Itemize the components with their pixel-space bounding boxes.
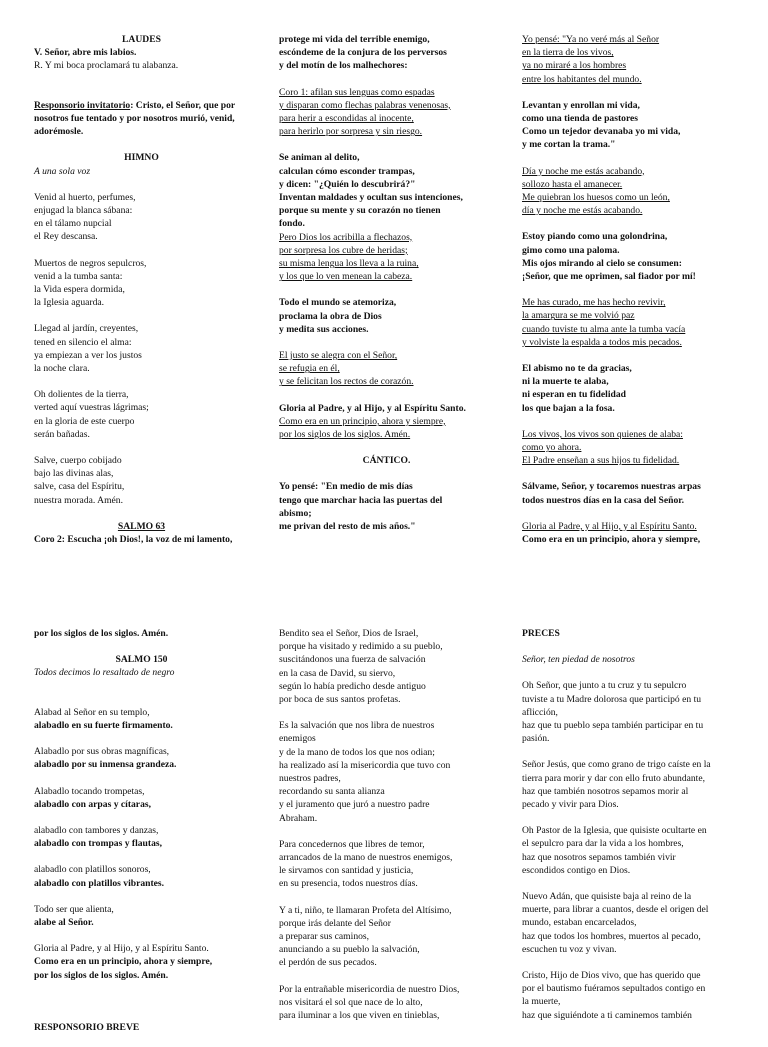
text-line: R. Y mi boca proclamará tu alabanza. xyxy=(34,60,179,72)
text-line: el sepulcro para dar la vida a los hombres, xyxy=(522,838,684,850)
text-line: alabadlo con arpas y cítaras, xyxy=(34,798,151,810)
text-line: porque su mente y su corazón no tienen xyxy=(279,205,441,217)
text-block xyxy=(279,983,494,1023)
text-line: porque irás delante del Señor xyxy=(279,917,391,929)
text-block xyxy=(522,296,737,349)
text-line: SALMO 63 xyxy=(117,520,166,532)
text-line: y se felicitan los rectos de corazón. xyxy=(279,376,414,388)
text-line: Salve, cuerpo cobijado xyxy=(34,455,122,467)
text-line: y me cortan la trama." xyxy=(522,139,616,151)
text-line: Como era en un principio, ahora y siempre, xyxy=(522,534,701,546)
text-line: El abismo no te da gracias, xyxy=(522,363,632,375)
text-line: escóndeme de la conjura de los perversos xyxy=(279,47,447,59)
text-line: la noche clara. xyxy=(34,363,90,375)
text-line: a preparar sus caminos, xyxy=(279,931,370,943)
text-line: su misma lengua los lleva a la ruina, xyxy=(279,258,419,270)
text-block xyxy=(522,679,737,745)
text-line: cuando tuviste tu alma ante la tumba vacía xyxy=(522,323,686,335)
text-block xyxy=(34,1021,249,1034)
text-block xyxy=(522,969,737,1022)
text-block xyxy=(522,824,737,877)
text-line: ni esperan en tu fidelidad xyxy=(522,389,626,401)
text-line: Oh Pastor de la Iglesia, que quisiste ocultarte en xyxy=(522,825,707,837)
text-line: para iluminar a los que viven en tinieblas, xyxy=(279,1010,440,1022)
text-line: salve, casa del Espíritu, xyxy=(34,481,125,493)
text-line: por boca de sus santos profetas. xyxy=(279,694,401,706)
column-1 xyxy=(34,33,249,546)
text-line: día y noche me estás acabando. xyxy=(522,205,643,217)
text-line: el perdón de sus pecados. xyxy=(279,957,377,969)
text-line: Gloria al Padre, y al Hijo, y al Espíritu Santo. xyxy=(522,520,697,532)
text-line: por el bautismo fuéramos sepultados contigo en xyxy=(522,983,706,995)
text-line: anunciando a su pueblo la salvación, xyxy=(279,944,420,956)
text-line: Como era en un principio, ahora y siempre, xyxy=(34,956,213,968)
text-line: Llegad al jardín, creyentes, xyxy=(34,323,139,335)
text-line: en la tierra de los vivos, xyxy=(522,47,614,59)
text-block xyxy=(34,73,249,86)
text-line: ni la muerte te alaba, xyxy=(522,376,609,388)
text-line: haz que también nosotros sepamos morir al xyxy=(522,785,689,797)
text-line: serán bañadas. xyxy=(34,428,90,440)
text-block xyxy=(522,758,737,811)
text-line: Como era en un principio, ahora y siempre, xyxy=(279,415,446,427)
text-line: Venid al huerto, perfumes, xyxy=(34,191,136,203)
text-line: Cristo, Hijo de Dios vivo, que has querido que xyxy=(522,970,701,982)
text-line: Alabadlo tocando trompetas, xyxy=(34,785,145,797)
text-line: Como un tejedor devanaba yo mi vida, xyxy=(522,126,681,138)
text-line: Alabadlo por sus obras magníficas, xyxy=(34,746,170,758)
text-line: Oh Señor, que junto a tu cruz y tu sepulcro xyxy=(522,680,687,692)
text-line: A una sola voz xyxy=(34,165,91,177)
text-block xyxy=(279,838,494,891)
text-line: y de la mano de todos los que nos odian; xyxy=(279,746,435,758)
text-block xyxy=(34,785,249,811)
text-line: fondo. xyxy=(279,218,305,230)
text-line: como una tienda de pastores xyxy=(522,113,639,125)
text-line: CÁNTICO. xyxy=(362,455,411,467)
text-line: Mis ojos mirando al cielo se consumen: xyxy=(522,257,682,269)
text-block xyxy=(34,257,249,310)
text-line: Por la entrañable misericordia de nuestro Dios, xyxy=(279,983,460,995)
text-line: Levantan y enrollan mi vida, xyxy=(522,99,640,111)
text-block xyxy=(34,863,249,889)
text-line: Nuevo Adán, que quisiste baja al reino de la xyxy=(522,891,692,903)
text-block xyxy=(522,33,737,86)
text-block xyxy=(34,520,249,546)
text-line: V. Señor, abre mis labios. xyxy=(34,47,137,59)
text-block xyxy=(522,627,737,640)
text-line: Todo el mundo se atemoriza, xyxy=(279,297,397,309)
text-line: haz que nosotros sepamos también vivir xyxy=(522,851,676,863)
text-block xyxy=(279,349,494,389)
text-line: y medita sus acciones. xyxy=(279,323,369,335)
text-line: tengo que marchar hacia las puertas del xyxy=(279,494,443,506)
column-3 xyxy=(522,33,737,559)
text-block xyxy=(522,165,737,218)
text-line: en la gloria de este cuerpo xyxy=(34,415,135,427)
text-block xyxy=(34,454,249,507)
text-line: por sorpresa los cubre de heridas; xyxy=(279,244,408,256)
text-block xyxy=(522,890,737,956)
text-line: suscitándonos una fuerza de salvación xyxy=(279,654,426,666)
text-line: Bendito sea el Señor, Dios de Israel, xyxy=(279,628,419,639)
text-line: Todo ser que alienta, xyxy=(34,903,114,915)
column-5 xyxy=(279,627,494,1035)
column-6 xyxy=(522,627,737,1035)
text-line: recordando su santa alianza xyxy=(279,786,385,798)
text-line: ¡Señor, que me oprimen, sal fiador por mí! xyxy=(522,271,696,283)
text-line: Me quiebran los huesos como un león, xyxy=(522,192,670,204)
text-line: como yo ahora. xyxy=(522,442,582,454)
text-line: todos nuestros días en la casa del Señor. xyxy=(522,494,685,506)
text-line: proclama la obra de Dios xyxy=(279,310,382,322)
text-block xyxy=(522,480,737,506)
text-line: Señor, ten piedad de nosotros xyxy=(522,654,635,666)
text-block xyxy=(34,824,249,850)
text-line: nuestros padres, xyxy=(279,773,341,785)
text-line: Alabad al Señor en su templo, xyxy=(34,706,150,718)
text-block xyxy=(279,33,494,73)
text-line xyxy=(34,680,249,693)
text-line: en su presencia, todos nuestros días. xyxy=(279,878,418,890)
text-line: y disparan como flechas palabras venenosas, xyxy=(279,99,451,111)
text-block xyxy=(279,904,494,970)
text-line: Los vivos, los vivos son quienes de alaba: xyxy=(522,428,683,440)
text-line: se refugia en él, xyxy=(279,363,340,375)
text-line: la Iglesia aguarda. xyxy=(34,297,105,309)
text-block xyxy=(279,719,494,825)
text-line: tened en silencio el alma: xyxy=(34,336,132,348)
text-line xyxy=(34,995,249,1008)
text-line: RESPONSORIO BREVE xyxy=(34,1022,140,1034)
text-line: Coro 2: Escucha ¡oh Dios!, la voz de mi lamento, xyxy=(34,534,233,546)
text-line: el Rey descansa. xyxy=(34,231,98,243)
text-line: entre los habitantes del mundo. xyxy=(522,73,642,85)
text-line: escuchen tu voz y vivan. xyxy=(522,943,617,955)
text-block xyxy=(522,230,737,283)
text-line: los que bajan a la fosa. xyxy=(522,402,615,414)
text-line: para herir a escondidas al inocente, xyxy=(279,113,414,125)
text-line: haz que tu pueblo sepa también participar en tu xyxy=(522,720,704,732)
text-line: Gloria al Padre, y al Hijo, y al Espíritu Santo. xyxy=(279,402,466,414)
text-line: calculan cómo esconder trampas, xyxy=(279,165,415,177)
text-line: haz que todos los hombres, muertos al pecado, xyxy=(522,930,701,942)
text-line: Y a ti, niño, te llamaran Profeta del Altísimo, xyxy=(279,904,452,916)
text-block xyxy=(279,86,494,139)
text-block xyxy=(34,99,249,139)
text-line: gimo como una paloma. xyxy=(522,244,620,256)
text-block xyxy=(34,322,249,375)
text-line: alabadlo con platillos vibrantes. xyxy=(34,877,165,889)
text-line: Me has curado, me has hecho revivir, xyxy=(522,297,666,309)
text-line: ha realizado así la misericordia que tuvo con xyxy=(279,759,451,771)
text-line: para herirlo por sorpresa y sin riesgo. xyxy=(279,126,423,138)
text-block xyxy=(34,151,249,177)
text-line: haz que siguiéndote a ti caminemos también xyxy=(522,1009,692,1021)
text-line: aflicción, xyxy=(522,706,558,718)
text-line: Inventan maldades y ocultan sus intenciones, xyxy=(279,192,463,204)
text-line: alabadlo en su fuerte firmamento. xyxy=(34,720,173,732)
text-line: le sirvamos con santidad y justicia, xyxy=(279,865,414,877)
text-block xyxy=(522,362,737,415)
text-line: nuestra morada. Amén. xyxy=(34,494,123,506)
column-4 xyxy=(34,627,249,1047)
text-block xyxy=(522,428,737,468)
text-block xyxy=(34,33,249,73)
text-line: pecado y vivir para Dios. xyxy=(522,799,619,811)
text-line: y los que lo ven menean la cabeza. xyxy=(279,271,413,283)
text-block xyxy=(34,745,249,771)
text-line: escondidos contigo en Dios. xyxy=(522,864,631,876)
text-block xyxy=(34,995,249,1008)
text-line: arrancados de la mano de nuestros enemigos, xyxy=(279,852,453,864)
text-block xyxy=(279,151,494,283)
text-line: El Padre enseñan a sus hijos tu fidelidad. xyxy=(522,455,680,467)
text-line: porque ha visitado y redimido a su pueblo, xyxy=(279,641,443,653)
text-line: por los siglos de los siglos. Amén. xyxy=(279,429,411,441)
text-line: mundo, estaban encarcelados, xyxy=(522,917,637,929)
text-block xyxy=(522,99,737,152)
text-line: Oh dolientes de la tierra, xyxy=(34,389,129,401)
text-line: Para concedernos que libres de temor, xyxy=(279,838,425,850)
text-line: la muerte, xyxy=(522,996,561,1008)
text-block xyxy=(279,480,494,533)
text-line: en la casa de David, su siervo, xyxy=(279,667,396,679)
text-line: Se animan al delito, xyxy=(279,152,360,164)
text-line: protege mi vida del terrible enemigo, xyxy=(279,34,430,45)
text-block xyxy=(522,653,737,666)
text-line: verted aquí vuestras lágrimas; xyxy=(34,402,149,414)
text-line: nos visitará el sol que nace de lo alto, xyxy=(279,996,423,1008)
text-line: por los siglos de los siglos. Amén. xyxy=(34,628,169,639)
text-line: Muertos de negros sepulcros, xyxy=(34,257,147,269)
text-line: y volviste la espalda a todos mis pecados. xyxy=(522,336,682,348)
text-block xyxy=(34,903,249,929)
text-line: Estoy piando como una golondrina, xyxy=(522,231,668,243)
text-line: Día y noche me estás acabando, xyxy=(522,165,645,177)
text-block xyxy=(279,402,494,442)
text-block xyxy=(34,706,249,732)
text-block xyxy=(34,627,249,640)
text-line: Gloria al Padre, y al Hijo, y al Espíritu Santo. xyxy=(34,943,209,955)
text-line: enemigos xyxy=(279,733,316,745)
text-line: alabadlo con tambores y danzas, xyxy=(34,825,159,837)
text-line: pasión. xyxy=(522,733,550,745)
column-2 xyxy=(279,33,494,546)
text-line: Pero Dios los acribilla a flechazos, xyxy=(279,231,413,243)
text-line: bajo las divinas alas, xyxy=(34,468,114,480)
text-line: tierra para morir y dar con ello fruto abundante, xyxy=(522,772,706,784)
text-line: enjugad la blanca sábana: xyxy=(34,205,133,217)
text-line: sollozo hasta el amanecer. xyxy=(522,178,623,190)
text-block xyxy=(34,680,249,693)
text-line: alabadlo por su inmensa grandeza. xyxy=(34,759,177,771)
text-block xyxy=(34,653,249,679)
text-block xyxy=(279,296,494,336)
text-line: alabadlo con platillos sonoros, xyxy=(34,864,151,876)
text-line: me privan del resto de mis años." xyxy=(279,521,416,533)
text-line: ya no miraré a los hombres xyxy=(522,60,627,72)
text-line: alabadlo con trompas y flautas, xyxy=(34,838,163,850)
text-block xyxy=(34,388,249,441)
text-line: El justo se alegra con el Señor, xyxy=(279,350,398,362)
text-line: alabe al Señor. xyxy=(34,917,94,929)
text-line: Abraham. xyxy=(279,812,318,824)
text-block xyxy=(279,627,494,706)
text-line: SALMO 150 xyxy=(115,654,168,666)
text-block xyxy=(279,454,494,467)
text-line: la Vida espera dormida, xyxy=(34,284,125,296)
text-line xyxy=(34,73,249,86)
text-line: ya empiezan a ver los justos xyxy=(34,349,142,361)
text-line: muerte, para librar a cuantos, desde el origen del xyxy=(522,904,709,916)
text-line: Yo pensé: "En medio de mis días xyxy=(279,481,413,493)
text-line: Es la salvación que nos libra de nuestros xyxy=(279,720,435,732)
text-block xyxy=(34,191,249,244)
text-line: Todos decimos lo resaltado de negro xyxy=(34,667,175,679)
text-block xyxy=(34,942,249,982)
text-line: en el tálamo nupcial xyxy=(34,218,112,230)
text-line: Yo pensé: "Ya no veré más al Señor xyxy=(522,34,660,45)
text-line: y el juramento que juró a nuestro padre xyxy=(279,799,430,811)
text-line: la amargura se me volvió paz xyxy=(522,310,635,322)
text-line: LAUDES xyxy=(122,34,161,45)
text-line: Responsorio invitatorio: Cristo, el Señor, que por nosotros fue tentado y por nosotros murió, venid, adorémosle. xyxy=(34,99,235,138)
text-line: venid a la tumba santa: xyxy=(34,270,123,282)
text-line: según lo había predicho desde antiguo xyxy=(279,680,426,692)
text-line: Coro 1: afilan sus lenguas como espadas xyxy=(279,86,435,98)
text-line: tuviste a tu Madre dolorosa que participó en tu xyxy=(522,693,702,705)
text-block xyxy=(522,520,737,546)
text-line: Señor Jesús, que como grano de trigo caíste en la xyxy=(522,759,711,771)
text-line: HIMNO xyxy=(124,152,159,164)
text-line: PRECES xyxy=(522,628,560,639)
text-line: y dicen: "¿Quién lo descubrirá?" xyxy=(279,178,416,190)
text-line: y del motín de los malhechores: xyxy=(279,60,408,72)
text-line: por los siglos de los siglos. Amén. xyxy=(34,969,169,981)
text-line: abismo; xyxy=(279,507,312,519)
text-line: Sálvame, Señor, y tocaremos nuestras arpas xyxy=(522,481,701,493)
